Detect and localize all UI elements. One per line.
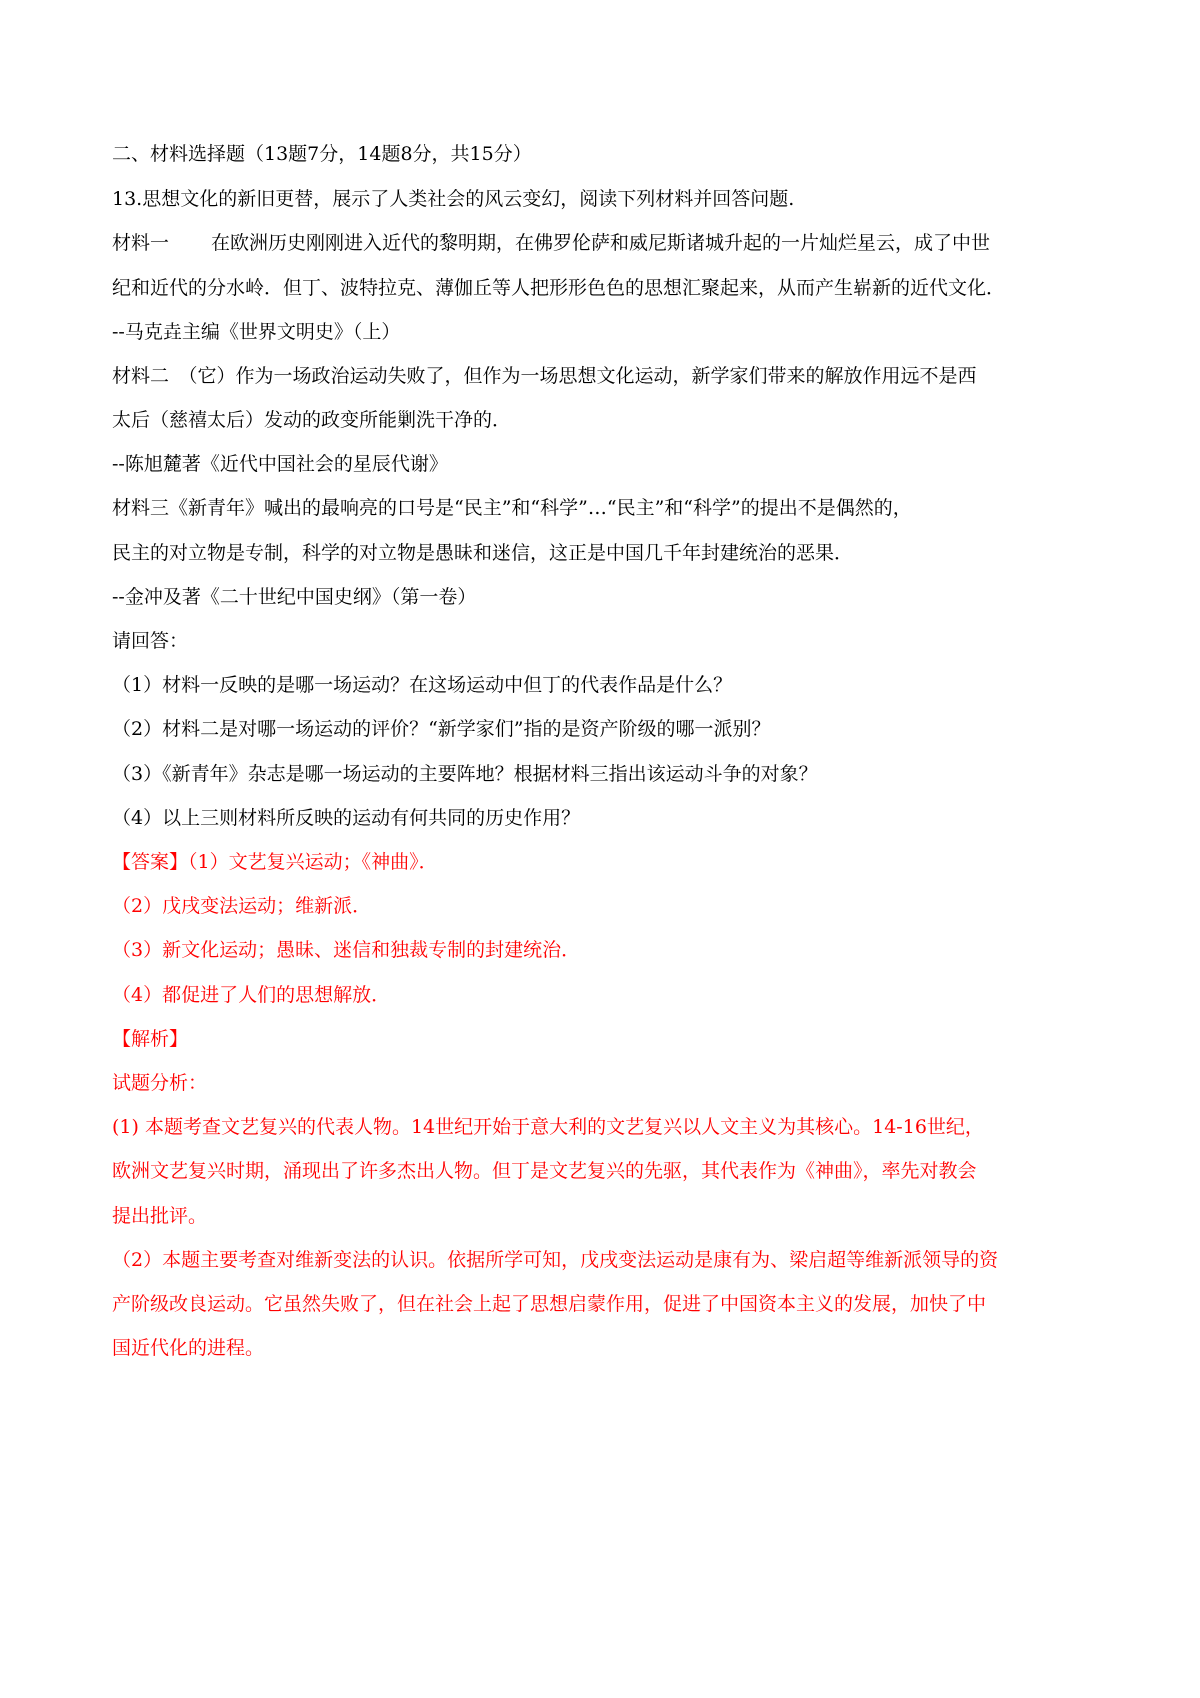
analysis-p2-line-3: 国近代化的进程。 [112, 1337, 265, 1359]
question-intro: 13.思想文化的新旧更替，展示了人类社会的风云变幻，阅读下列材料并回答问题. [112, 188, 795, 210]
answer-line-1 [112, 850, 1102, 874]
analysis-p1-line-1: (1) 本题考查文艺复兴的代表人物。14世纪开始于意大利的文艺复兴以人文主义为其核心。14-16世纪， [112, 1116, 984, 1138]
material-2-line-1: 材料二 （它）作为一场政治运动失败了，但作为一场思想文化运动，新学家们带来的解放作用远不是西 [112, 365, 977, 387]
answer-item-2: （2）戊戌变法运动；维新派． [112, 895, 372, 917]
answer-item-1: （1）文艺复兴运动；《神曲》． [188, 851, 438, 873]
sub-question-4: （4）以上三则材料所反映的运动有何共同的历史作用？ [112, 807, 581, 829]
sub-question-3: （3）《新青年》杂志是哪一场运动的主要阵地？根据材料三指出该运动斗争的对象？ [112, 763, 818, 785]
section-heading: 二、材料选择题（13题7分，14题8分，共15分） [112, 143, 532, 165]
material-1-text-1: 在欧洲历史刚刚进入近代的黎明期，在佛罗伦萨和威尼斯诸城升起的一片灿烂星云，成了中世 [211, 232, 991, 254]
material-2-line-2: 太后（慈禧太后）发动的政变所能剿洗干净的． [112, 409, 512, 431]
analysis-label: 【解析】 [112, 1028, 189, 1050]
analysis-p2-line-2: 产阶级改良运动。它虽然失败了，但在社会上起了思想启蒙作用，促进了中国资本主义的发展，加快了中 [112, 1293, 987, 1315]
sub-question-2: （2）材料二是对哪一场运动的评价？“新学家们”指的是资产阶级的哪一派别？ [112, 718, 771, 740]
material-1-line-1 [112, 231, 1102, 255]
material-1-line-2: 纪和近代的分水岭．但丁、波特拉克、薄伽丘等人把形形色色的思想汇聚起来，从而产生崭新的近代文化． [112, 277, 1006, 299]
analysis-p1-line-2: 欧洲文艺复兴时期，涌现出了许多杰出人物。但丁是文艺复兴的先驱，其代表作为《神曲》，率先对教会 [112, 1160, 977, 1182]
answer-item-3: （3）新文化运动；愚昧、迷信和独裁专制的封建统治． [112, 939, 581, 961]
material-3-line-2: 民主的对立物是专制，科学的对立物是愚昧和迷信，这正是中国几千年封建统治的恶果． [112, 542, 854, 564]
answer-item-4: （4）都促进了人们的思想解放． [112, 984, 391, 1006]
answer-label: 【答案】 [112, 851, 189, 873]
material-3-line-1: 材料三《新青年》喊出的最响亮的口号是“民主”和“科学”…“民主”和“科学”的提出不是偶然的， [112, 497, 912, 519]
material-3-source: --金冲及著《二十世纪中国史纲》（第一卷） [112, 586, 477, 608]
sub-question-1: （1）材料一反映的是哪一场运动？在这场运动中但丁的代表作品是什么？ [112, 674, 733, 696]
analysis-p2-line-1: （2）本题主要考查对维新变法的认识。依据所学可知，戊戌变法运动是康有为、梁启超等维新派领导的资 [112, 1249, 999, 1271]
material-1-source: --马克垚主编《世界文明史》（上） [112, 321, 401, 343]
material-1-label: 材料一 [112, 232, 170, 254]
material-2-source: --陈旭麓著《近代中国社会的星辰代谢》 [112, 453, 448, 475]
answer-prompt: 请回答： [112, 630, 189, 652]
analysis-subtitle: 试题分析： [112, 1072, 208, 1094]
analysis-p1-line-3: 提出批评。 [112, 1205, 208, 1227]
